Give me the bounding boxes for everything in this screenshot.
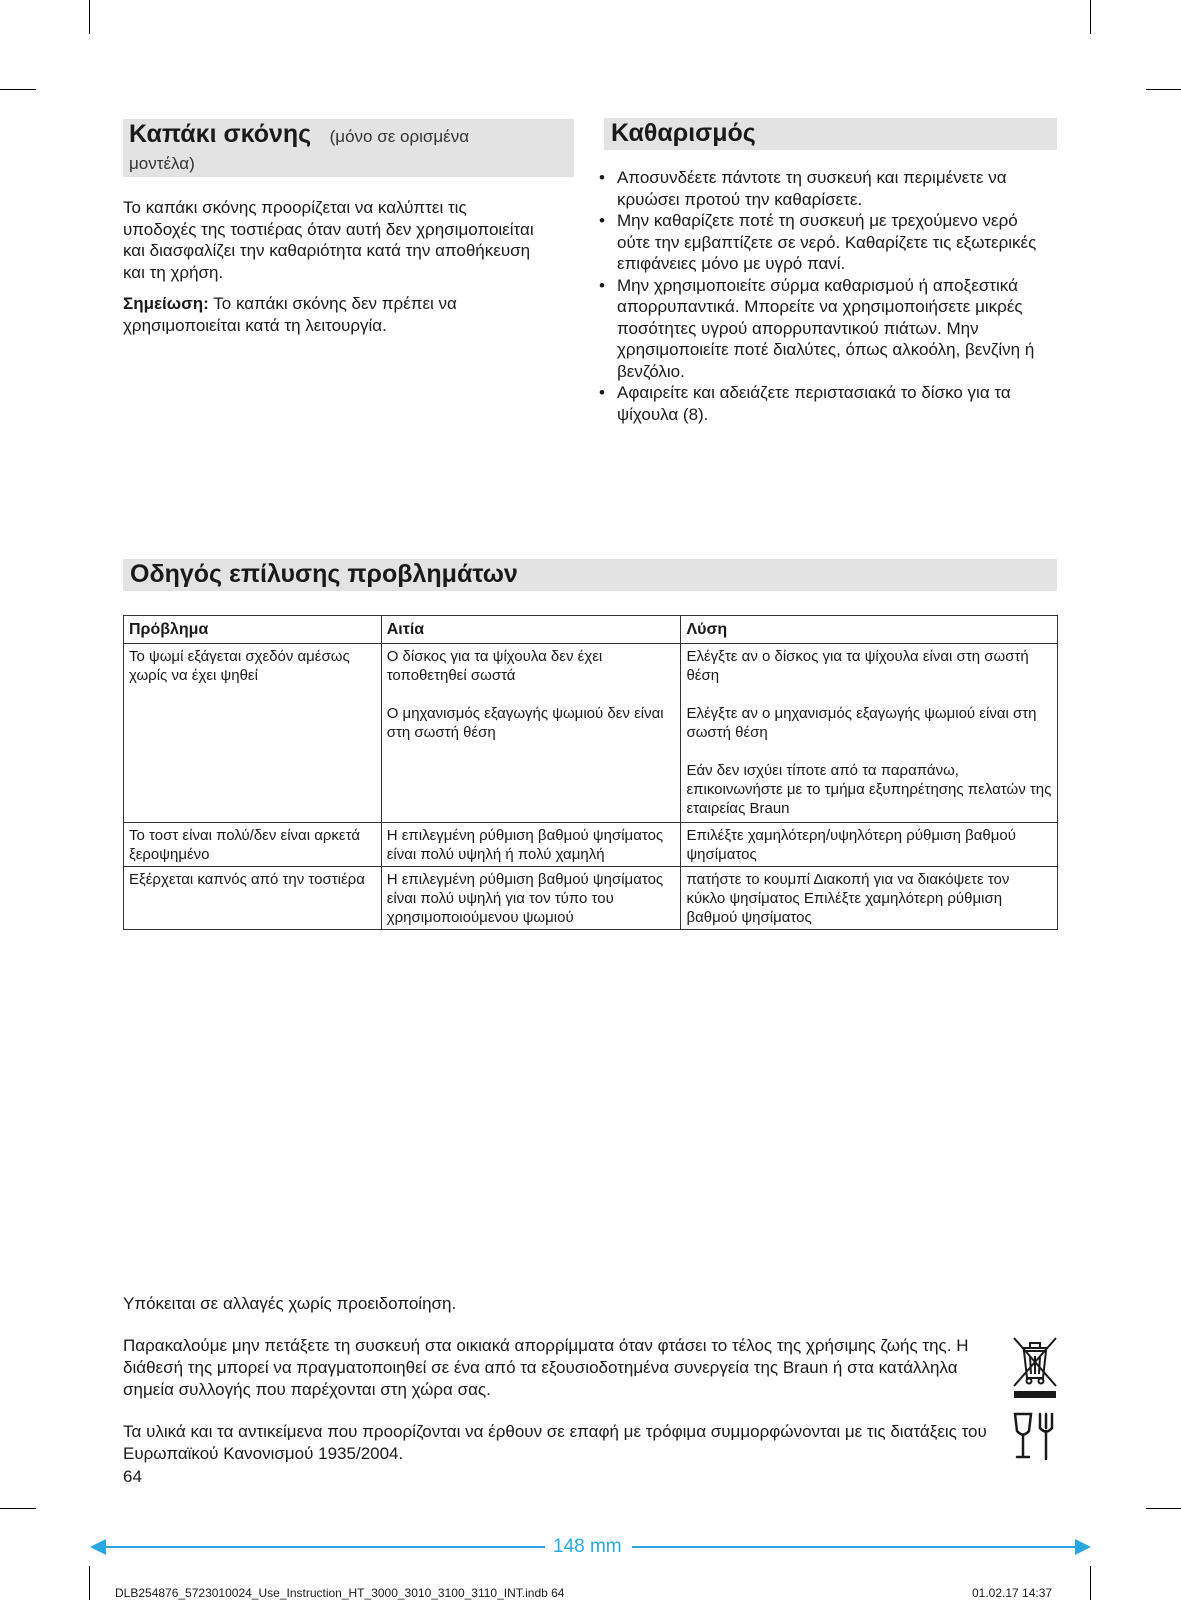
- cause-text: Η επιλεγμένη ρύθμιση βαθμού ψησίματος είναι πολύ υψηλή για τον τύπο του χρησιμοποιούμενου ψωμιού: [386, 871, 664, 926]
- dust-cover-note: [123, 293, 543, 336]
- crop-mark: [1146, 89, 1181, 90]
- list-item: • Αποσυνδέετε πάντοτε τη συσκευή και περιμένετε να κρυώσει προτού την καθαρίσετε.: [599, 167, 1049, 210]
- header-solution: Λύση: [681, 616, 1058, 644]
- list-item: • Αφαιρείτε και αδειάζετε περιστασιακά το δίσκο για τα ψίχουλα (8).: [599, 382, 1049, 425]
- file-slug: DLB254876_5723010024_Use_Instruction_HT_3000_3010_3100_3110_INT.indb 64: [115, 1586, 565, 1600]
- solution-cell: [681, 867, 1058, 930]
- food-contact-notice: Τα υλικά και τα αντικείμενα που προορίζονται να έρθουν σε επαφή με τρόφιμα συμμορφώνονται με τις διατάξεις του Ευρωπαϊκού Κανονισμού 1935/2004.: [123, 1422, 987, 1463]
- table-row: [124, 867, 1058, 930]
- dust-cover-text: [123, 197, 543, 346]
- dust-cover-title: Καπάκι σκόνης: [129, 120, 312, 148]
- solution-cell: [681, 644, 1058, 823]
- note-label: Σημείωση:: [123, 294, 209, 313]
- crop-mark: [89, 1566, 90, 1600]
- dust-cover-body: Το καπάκι σκόνης προορίζεται να καλύπτει τις υποδοχές της τοστιέρας όταν αυτή δεν χρησιμοποιείται και διασφαλίζει την καθαριότητα κατά την αποθήκευση και τη χρήση.: [123, 198, 534, 282]
- table-row: [124, 644, 1058, 823]
- crop-mark: [1146, 1508, 1181, 1509]
- change-notice: Υπόκειται σε αλλαγές χωρίς προειδοποίηση.: [123, 1294, 457, 1313]
- crossed-out-bin-icon: [1010, 1334, 1060, 1398]
- problem-cell: Εξέρχεται καπνός από την τοστιέρα: [124, 867, 382, 930]
- date-slug: 01.02.17 14:37: [972, 1586, 1053, 1600]
- dimension-label: 148 mm: [553, 1536, 622, 1557]
- cause-cell: [381, 644, 681, 823]
- table-header-row: [124, 616, 1058, 644]
- crop-mark: [89, 0, 90, 34]
- dust-cover-title-note-cont: μοντέλα): [129, 154, 195, 173]
- troubleshooting-table: [123, 615, 1058, 930]
- glass-fork-icon: [1012, 1411, 1058, 1463]
- crop-mark: [0, 89, 36, 90]
- crop-mark: [1090, 0, 1091, 34]
- problem-cell: Το τοστ είναι πολύ/δεν είναι αρκετά ξεροψημένο: [124, 823, 382, 867]
- crop-mark: [0, 1508, 36, 1509]
- dimension-line-right: [632, 1546, 1077, 1548]
- header-problem: Πρόβλημα: [124, 616, 382, 644]
- dimension-line-left: [100, 1546, 545, 1548]
- disposal-notice: Παρακαλούμε μην πετάξετε τη συσκευή στα οικιακά απορρίμματα όταν φτάσει το τέλος της χρήσιμης ζωής της. Η διάθεσή της μπορεί να πραγματοποιηθεί σε ένα από τα εξουσιοδοτημένα συνεργεία της Braun ή στα κατάλληλα σημεία συλλογής που παρέχονται στη χώρα σας.: [123, 1336, 969, 1399]
- solution-text: Ελέγξτε αν ο δίσκος για τα ψίχουλα είναι στη σωστή θέση: [686, 648, 1029, 684]
- cleaning-title: Καθαρισμός: [611, 119, 756, 147]
- arrow-left-icon: [90, 1539, 106, 1555]
- dust-cover-title-note: (μόνο σε ορισμένα: [329, 127, 470, 146]
- solution-text: Εάν δεν ισχύει τίποτε από τα παραπάνω, επικοινωνήστε με το τμήμα εξυπηρέτησης πελατών της εταιρείας Braun: [686, 762, 1052, 817]
- cause-text: Η επιλεγμένη ρύθμιση βαθμού ψησίματος είναι πολύ υψηλή ή πολύ χαμηλή: [386, 827, 664, 863]
- solution-text: Επιλέξτε χαμηλότερη/υψηλότερη ρύθμιση βαθμού ψησίματος: [686, 827, 1016, 863]
- note-text: Το καπάκι σκόνης δεν πρέπει να χρησιμοποιείται κατά τη λειτουργία.: [123, 294, 457, 335]
- arrow-right-icon: [1075, 1539, 1091, 1555]
- table-row: [124, 823, 1058, 867]
- solution-text: Ελέγξτε αν ο μηχανισμός εξαγωγής ψωμιού είναι στη σωστή θέση: [686, 705, 1037, 741]
- dust-cover-heading: [129, 120, 569, 149]
- header-cause: Αιτία: [381, 616, 681, 644]
- solution-text: πατήστε το κουμπί Διακοπή για να διακόψετε τον κύκλο ψησίματος Επιλέξτε χαμηλότερη ρύθμιση βαθμού ψησίματος: [686, 871, 1010, 926]
- list-item: • Μην καθαρίζετε ποτέ τη συσκευή με τρεχούμενο νερό ούτε την εμβαπτίζετε σε νερό. Καθαρίζετε τις εξωτερικές επιφάνειες μόνο με υγρό πανί.: [599, 210, 1049, 275]
- list-item: • Μην χρησιμοποιείτε σύρμα καθαρισμού ή αποξεστικά απορρυπαντικά. Μπορείτε να χρησιμοποιήσετε μικρές ποσότητες υγρού απορρυπαντικού πιάτων. Μην χρησιμοποιείτε ποτέ διαλύτες, όπως αλκοόλη, βενζίνη ή βενζόλιο.: [599, 275, 1049, 383]
- cause-text: Ο μηχανισμός εξαγωγής ψωμιού δεν είναι στη σωστή θέση: [386, 705, 664, 741]
- page-number: 64: [123, 1467, 142, 1486]
- problem-cell: Το ψωμί εξάγεται σχεδόν αμέσως χωρίς να έχει ψηθεί: [124, 644, 382, 823]
- cleaning-list: [599, 167, 1049, 425]
- troubleshooting-title: Οδηγός επίλυσης προβλημάτων: [130, 560, 518, 588]
- solution-cell: [681, 823, 1058, 867]
- cause-cell: [381, 823, 681, 867]
- crop-mark: [1090, 1566, 1091, 1600]
- cause-text: Ο δίσκος για τα ψίχουλα δεν έχει τοποθετηθεί σωστά: [386, 648, 603, 684]
- cause-cell: [381, 867, 681, 930]
